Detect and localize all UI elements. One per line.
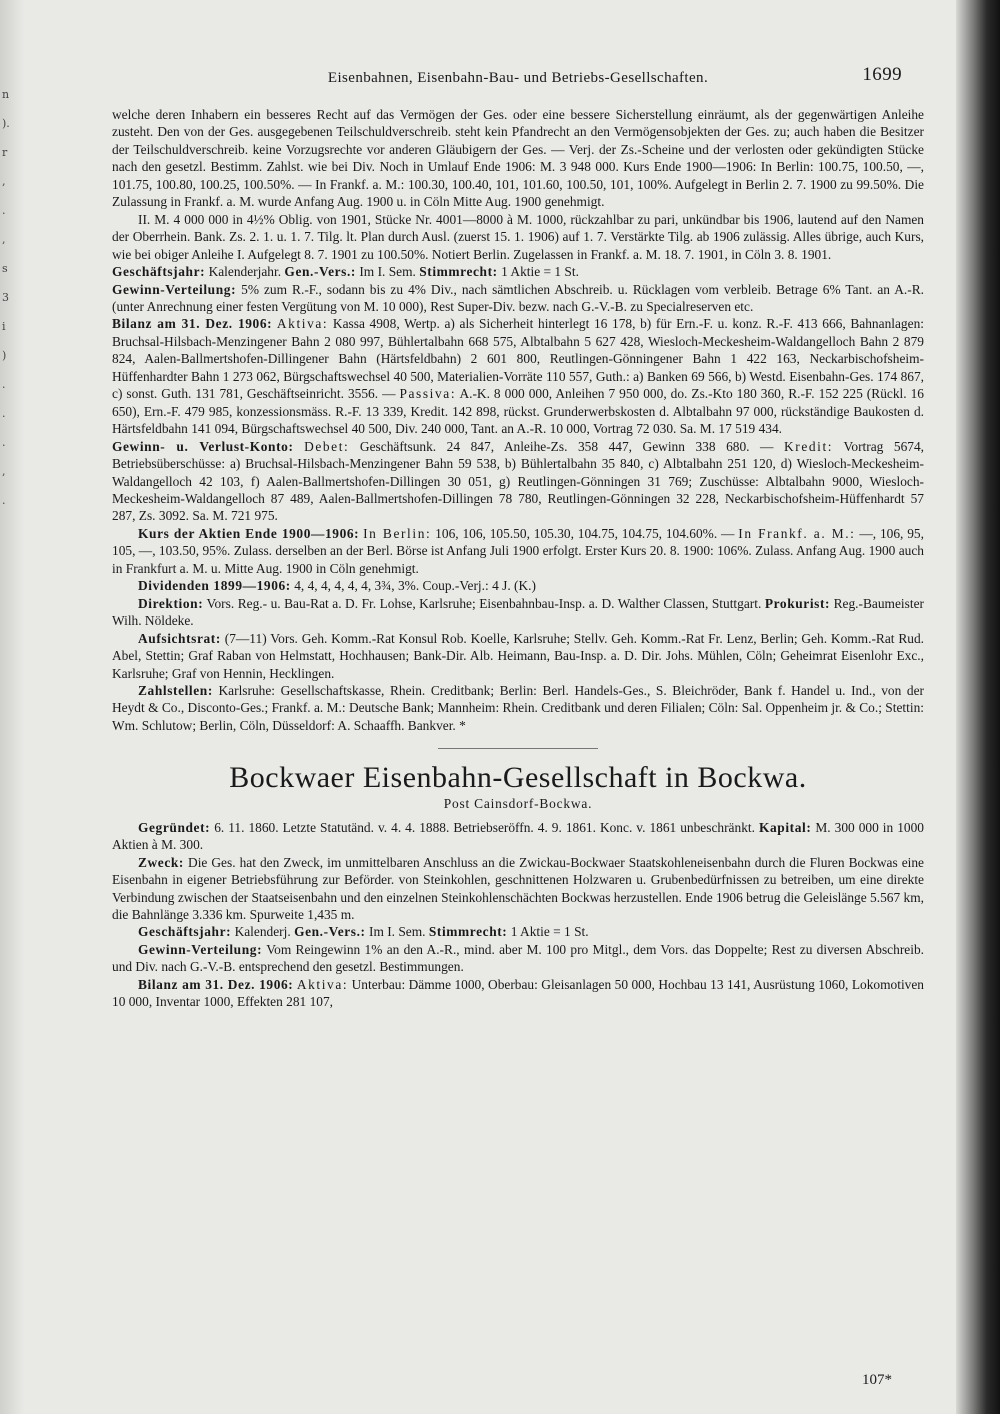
gen-vers-2-label: Gen.-Vers.: (294, 924, 366, 940)
section-bilanz (112, 315, 924, 437)
gegruendet-label: Gegründet: (138, 819, 211, 835)
section-gegruendet (112, 819, 924, 854)
company-title: Bockwaer Eisenbahn-Gesellschaft in Bockwa. (229, 761, 807, 795)
aufsichtsrat-text: (7—11) Vors. Geh. Komm.-Rat Konsul Rob. Koelle, Karlsruhe; Stellv. Geh. Komm.-Rat Fr. Lenz, Berlin; Geh. Komm.-Rat Rud. Abel, Stettin; Graf Raban von Helmstatt, Hochhausen; Bank-Dir. Alb. Heimann, Bau-Insp. a. D. Dir. Johs. Mühlen, Cöln; Geheimrat Eisenlohr Exc., Karlsruhe; Graf von Hennin, Hecklingen. (112, 630, 924, 681)
aktiva-2-label: Aktiva: (296, 976, 349, 992)
geschaeftsjahr-value: Kalenderjahr. (208, 264, 282, 280)
debet-label: Debet: (304, 438, 350, 454)
kurs-berlin-label: In Berlin: (363, 525, 432, 541)
gen-vers-label: Gen.-Vers.: (284, 264, 356, 280)
section-aufsichtsrat (112, 630, 924, 682)
zuschuesse-text: Albtalbahn 9000, Wiesloch-Meckesheim-Waldangelloch 87 489, Aalen-Ballmertshofen-Dillingen 78 780, Reutlingen-Gönningen 32 228, Neckarbischofsheim-Hüffenhardt 57 287, Zs. 3092. Sa. M. 721 975. (112, 473, 924, 524)
bilanz-2-text: Unterbau: Dämme 1000, Oberbau: Gleisanlagen 50 000, Hochbau 13 141, Ausrüstung 1060, Lokomotiven 10 000, Inventar 1000, Effekten 281 107, (112, 976, 924, 1010)
debet-text: Geschäftsunk. 24 847, Anleihe-Zs. 358 447, Gewinn 338 680. — (359, 438, 774, 454)
kapital-label: Kapital: (758, 819, 812, 835)
bilanz-label: Bilanz am 31. Dez. 1906: (112, 316, 273, 332)
running-header (112, 64, 924, 94)
kurs-berlin-text: 106, 106, 105.50, 105.30, 104.75, 104.75, 104.60%. — (435, 525, 735, 541)
geschaeftsjahr-2-value: Kalenderj. (234, 924, 291, 940)
aufsichtsrat-label: Aufsichtsrat: (138, 630, 221, 646)
gegruendet-text: 6. 11. 1860. Letzte Statutänd. v. 4. 4. 1888. Betriebseröffn. 4. 9. 1861. Konc. v. 1861 unbeschränkt. (214, 819, 755, 835)
prokurist-text: Reg.-Baumeister Wilh. Nöldeke. (112, 595, 924, 629)
section-dividenden (112, 577, 924, 594)
company-subtitle: Post Cainsdorf-Bockwa. (443, 796, 593, 812)
geschaeftsjahr-label: Geschäftsjahr: (112, 264, 206, 280)
kurs-frankf-text: —, 106, 95, 105, —, 103.50, 95%. Zulass. derselben an der Berl. Börse ist Anfang Juli 1900 erfolgt. Erster Kurs 20. 8. 1900: 106%. Zulass. Anfang Aug. 1900 auch in Frankfurt a. M. u. Mitte Aug. 1900 in Cöln genehmigt. (112, 525, 924, 576)
prokurist-label: Prokurist: (764, 595, 831, 611)
document-page (112, 64, 925, 1400)
signature-mark: 107* (862, 1372, 892, 1388)
gewinn-verteilung-text: 5% zum R.-F., sodann bis zu 4% Div., nach sämtlichen Abschreib. u. Rücklagen vom verbleib. Betrage 6% Tant. an A.-R. (unter Anrechnung einer festen Vergütung von M. 10 000), Rest Super-Div. bezw. nach G.-V.-B. zu Specialreserven etc. (112, 281, 924, 314)
geschaeftsjahr-2-label: Geschäftsjahr: (138, 924, 232, 940)
kredit-label: Kredit: (784, 438, 834, 454)
zahlstellen-label: Zahlstellen: (138, 682, 213, 698)
page-number: 1699 (862, 64, 902, 85)
paragraph-loan-ii: II. M. 4 000 000 in 4½% Oblig. von 1901, Stücke Nr. 4001—8000 à M. 1000, rückzahlbar zu pari, unkündbar bis 1906, lautend auf den Namen der Oberrhein. Bank. Zs. 2. 1. u. 1. 7. Tilg. lt. Plan durch Ausl. (zuerst 15. 1. 1906) auf 1. 7. Verstärkte Tilg. ab 1906 zulässig. Alles übrige, auch Kurs, wie bei obiger Anleihe I. Aufgelegt 8. 7. 1901 zu 100.50%. Notiert Berlin. Zugelassen in Frankf. a. M. 18. 7. 1901, in Cöln 3. 8. 1901. (112, 211, 924, 262)
aktiva-label: Aktiva: (276, 316, 329, 332)
dividenden-label: Dividenden 1899—1906: (138, 578, 291, 594)
dividenden-text: 4, 4, 4, 4, 4, 4, 3¾, 3%. Coup.-Verj.: 4 J. (K.) (294, 578, 536, 594)
gewinn-verteilung-2-label: Gewinn-Verteilung: (138, 941, 263, 957)
aktiva-text: Kassa 4908, Wertp. a) als Sicherheit hinterlegt 16 178, b) für Ern.-F. u. konz. R.-F. 413 666, Bahnanlagen: Bruchsal-Hilsbach-Menzingener Bahn 2 080 997, Bühlertalbahn 668 575, Albtalbahn 5 627 428, Wiesloch-Meckesheim-Waldangelloch Bahn 2 879 824, Aalen-Ballmertshofen-Dillingener Bahn (Härtsfeldbahn) 2 601 800, Reutlingen-Gönningener Bahn 1 422 163, Neckarbischofsheim-Hüffenhardter Bahn 1 273 062, Bürgschaftswechsel 40 500, Materialien-Vorräte 110 557, Guth.: a) Banken 69 566, b) Westd. Eisenbahn-Ges. 174 867, c) sonst. Guth. 131 781, Geschäftseinricht. 3556. — (112, 316, 924, 402)
bilanz-2-label: Bilanz am 31. Dez. 1906: (138, 976, 294, 992)
gen-vers-2-value: Im I. Sem. (368, 924, 426, 940)
zweck-text: Die Ges. hat den Zweck, im unmittelbaren Anschluss an die Zwickau-Bockwaer Staatskohleneisenbahn durch die Fluren Bockwas eine Eisenbahn in eigener Betriebsführung zur Beförder. von Steinkohlen, geschnittenen Holzwaren u. Grubenbedürfnissen zu betreiben, um eine direkte Verbindung zwischen der Staatseisenbahn und den einzelnen Steinkohlenschächten Bockwas herzustellen. Ende 1906 betrug die Geleislänge 5.567 km, die Bahnlänge 3.336 km. Spurweite 1,435 m. (112, 854, 924, 923)
stimmrecht-value: 1 Aktie = 1 St. (501, 264, 579, 280)
stimmrecht-label: Stimmrecht: (419, 264, 498, 280)
passiva-text: A.-K. 8 000 000, Anleihen 7 950 000, do. Zs.-Kto 180 360, R.-F. 152 225 (Rückl. 16 650), Ern.-F. 479 985, konzessionsmäss. R.-F. 13 339, Kredit. 142 898, rückst. Grunderwerbskosten d. Albtalbahn 97 000, rückständige Baukosten d. Härtsfeldbahn 141 094, Bürgschaftswechsel 40 500, Div. 240 000, Tant. an A.-R. 10 000, Vortrag 72 030. Sa. M. 17 519 434. (112, 386, 924, 437)
kapital-text: M. 300 000 in 1000 Aktien à M. 300. (112, 819, 924, 853)
direktion-label: Direktion: (138, 595, 204, 611)
kredit-text: Vortrag 5674, Betriebsüberschüsse: a) Bruchsal-Hilsbach-Menzingener Bahn 59 538, b) Bühlertalbahn 35 840, c) Albtalbahn 251 120, d) Wiesloch-Meckesheim-Waldangelloch 42 103, f) Aalen-Ballmertshofen-Dillingen 30 051, g) Reutlingen-Gönningen 31 769; Zuschüsse: (112, 438, 925, 489)
gewinn-verteilung-label: Gewinn-Verteilung: (112, 281, 237, 297)
gewinn-verteilung-2-text: Vom Reingewinn 1% an den A.-R., mind. aber M. 100 pro Mitgl., dem Vors. das Doppelte; Rest zu diversen Abschreib. und Div. nach G.-V.-B. entsprechend den gesetzl. Bestimmungen. (112, 941, 924, 975)
section-zweck (112, 854, 924, 924)
scan-edge-right (956, 0, 1000, 1414)
guv-label: Gewinn- u. Verlust-Konto: (112, 438, 294, 454)
kurs-frankf-label: In Frankf. a. M.: (738, 525, 856, 541)
passiva-label: Passiva: (399, 386, 457, 402)
direktion-text: Vors. Reg.- u. Bau-Rat a. D. Fr. Lohse, Karlsruhe; Eisenbahnbau-Insp. a. D. Walther Classen, Stuttgart. (206, 595, 762, 611)
section-gewinn-verteilung-2 (112, 941, 924, 976)
stimmrecht-2-label: Stimmrecht: (428, 924, 508, 940)
zahlstellen-text: Karlsruhe: Gesellschaftskasse, Rhein. Creditbank; Berlin: Berl. Handels-Ges., S. Bleichröder, Bank f. Handel u. Ind., von der Heydt & Co., Disconto-Ges.; Frankf. a. M.: Deutsche Bank; Mannheim: Rhein. Creditbank und deren Filialen; Cöln: Sal. Oppenheim jr. & Co.; Stettin: Wm. Schlutow; Berlin, Cöln, Düsseldorf: A. Schaaffh. Bankver. * (112, 682, 924, 733)
section-divider (438, 748, 598, 749)
kurs-label: Kurs der Aktien Ende 1900—1906: (138, 525, 360, 541)
section-zahlstellen (112, 682, 924, 734)
gen-vers-value: Im I. Sem. (359, 264, 416, 280)
section-gewinn-verteilung (112, 281, 924, 316)
adjacent-page-margin-text: n ). r , . , s 3 i ) . . . , . (2, 88, 10, 507)
running-header-title: Eisenbahnen, Eisenbahn-Bau- und Betriebs-Gesellschaften. (327, 70, 709, 86)
section-geschaeftsjahr-2 (112, 923, 924, 940)
stimmrecht-2-value: 1 Aktie = 1 St. (510, 924, 589, 940)
paragraph-loan-terms: welche deren Inhabern ein besseres Recht auf das Vermögen der Ges. oder eine bessere Sicherstellung einräumt, als der gegenwärtigen Anleihe zusteht. Den von der Ges. ausgegebenen Teilschuldverschreib. steht kein Pfandrecht an den Vermögensobjekten der Ges. zu; auch haben die Besitzer der Teilschuldverschreib. keine Vorzugsrechte vor anderen Gläubigern der Ges. — Verj. der Zs.-Scheine und der verlosten oder gekündigten Stücke nach den gesetzl. Bestimm. Zahlst. wie bei Div. Noch in Umlauf Ende 1906: M. 3 948 000. Kurs Ende 1900—1906: In Berlin: 100.75, 100.50, —, 101.75, 100.80, 100.25, 100.50%. — In Frankf. a. M.: 100.30, 100.40, 101, 101.60, 100.50, 101, 100%. Aufgelegt in Berlin 2. 7. 1900 zu 99.50%. Die Zulassung in Frankf. a. M. wurde Anfang Aug. 1900 u. in Cöln Mitte Aug. 1900 genehmigt. (112, 107, 924, 210)
zweck-label: Zweck: (138, 854, 184, 870)
section-bilanz-2 (112, 976, 924, 1011)
section-geschaeftsjahr (112, 263, 924, 280)
section-gewinn-verlust (112, 438, 924, 525)
section-direktion (112, 595, 924, 630)
section-kurs (112, 525, 924, 577)
